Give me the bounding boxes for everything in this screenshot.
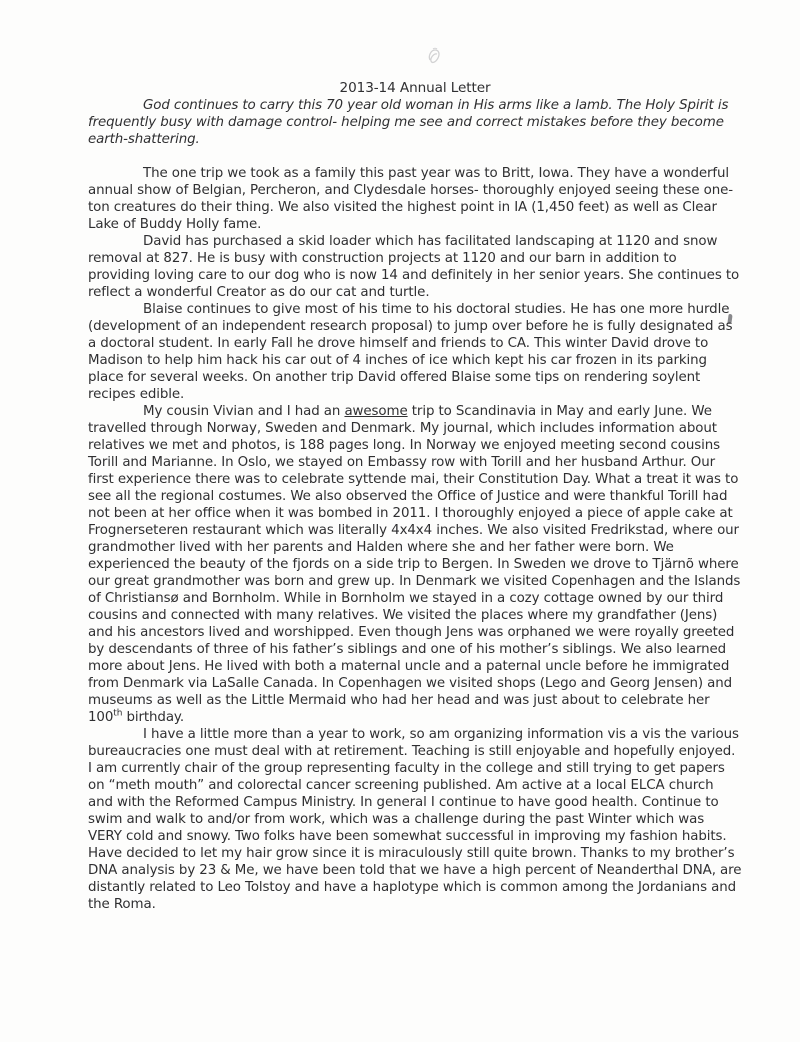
- paragraph: Blaise continues to give most of his time to his doctoral studies. He has one more hurdle (development of an independent research proposal) to jump over before he is fully designated as a doctoral student. In early Fall he drove himself and friends to CA. This winter David drove to Madison to help him hack his car out of 4 inches of ice which kept his car frozen in its parking place for several weeks. On another trip David offered Blaise some tips on rendering soylent recipes edible.: [88, 302, 733, 402]
- intro-paragraph: God continues to carry this 70 year old woman in His arms like a lamb. The Holy Spirit is frequently busy with damage control- helping me see and correct mistakes before they become earth-shattering.: [88, 98, 729, 147]
- ordinal-suffix: th: [113, 708, 123, 719]
- document-title: 2013-14 Annual Letter: [339, 80, 491, 96]
- paragraph: My cousin Vivian and I had an awesome trip to Scandinavia in May and early June. We travelled through Norway, Sweden and Denmark. My journal, which includes information about relatives we met and photos, is 188 pages long. In Norway we enjoyed meeting second cousins Torill and Marianne. In Oslo, we stayed on Embassy row with Torill and her husband Arthur. Our first experience there was to celebrate syttende mai, their Constitution Day. What a treat it was to see all the regional costumes. We also observed the Office of Justice and were thankful Torill had not been at her office when it was bombed in 2011. I thoroughly enjoyed a piece of apple cake at Frognerseteren restaurant which was literally 4x4x4 inches. We also visited Fredrikstad, where our grandmother lived with her parents and Halden where she and her father were born. We experienced the beauty of the fjords on a side trip to Bergen. In Sweden we drove to Tjärnõ where our great grandmother was born and grew up. In Denmark we visited Copenhagen and the Islands of Christiansø and Bornholm. While in Bornholm we stayed in a cozy cottage owned by our third cousins and connected with many relatives. We visited the places where my grandfather (Jens) and his ancestors lived and worshipped. Even though Jens was orphaned we were royally greeted by descendants of three of his father’s siblings and one of his mother’s siblings. We also learned more about Jens. He lived with both a maternal uncle and a paternal uncle before he immigrated from Denmark via LaSalle Canada. In Copenhagen we visited shops (Lego and Georg Jensen) and museums as well as the Little Mermaid who had her head and was just about to celebrate her 100th birthday.: [88, 404, 741, 725]
- paragraph: I have a little more than a year to work, so am organizing information vis a vis the various bureaucracies one must deal with at retirement. Teaching is still enjoyable and hopefully enjoyed. I am currently chair of the group representing faculty in the college and still trying to get papers on “meth mouth” and colorectal cancer screening published. Am active at a local ELCA church and with the Reformed Campus Ministry. In general I continue to have good health. Continue to swim and walk to and/or from work, which was a challenge during the past Winter which was VERY cold and snowy. Two folks have been somewhat successful in improving my fashion habits. Have decided to let my hair grow since it is miraculously still quite brown. Thanks to my brother’s DNA analysis by 23 & Me, we have been told that we have a high percent of Neanderthal DNA, are distantly related to Leo Tolstoy and have a haplotype which is common among the Jordanians and the Roma.: [88, 727, 742, 912]
- paragraphs: [88, 165, 742, 913]
- paragraph: The one trip we took as a family this past year was to Britt, Iowa. They have a wonderful annual show of Belgian, Percheron, and Clydesdale horses- thoroughly enjoyed seeing these one-ton creatures do their thing. We also visited the highest point in IA (1,450 feet) as well as Clear Lake of Buddy Holly fame.: [88, 166, 734, 232]
- scan-smudge-artifact: [424, 46, 444, 68]
- underlined-word: awesome: [344, 404, 408, 419]
- letter-content: [88, 80, 742, 913]
- paragraph: David has purchased a skid loader which has facilitated landscaping at 1120 and snow removal at 827. He is busy with construction projects at 1120 and our barn in addition to providing loving care to our dog who is now 14 and definitely in her senior years. She continues to reflect a wonderful Creator as do our cat and turtle.: [88, 234, 740, 300]
